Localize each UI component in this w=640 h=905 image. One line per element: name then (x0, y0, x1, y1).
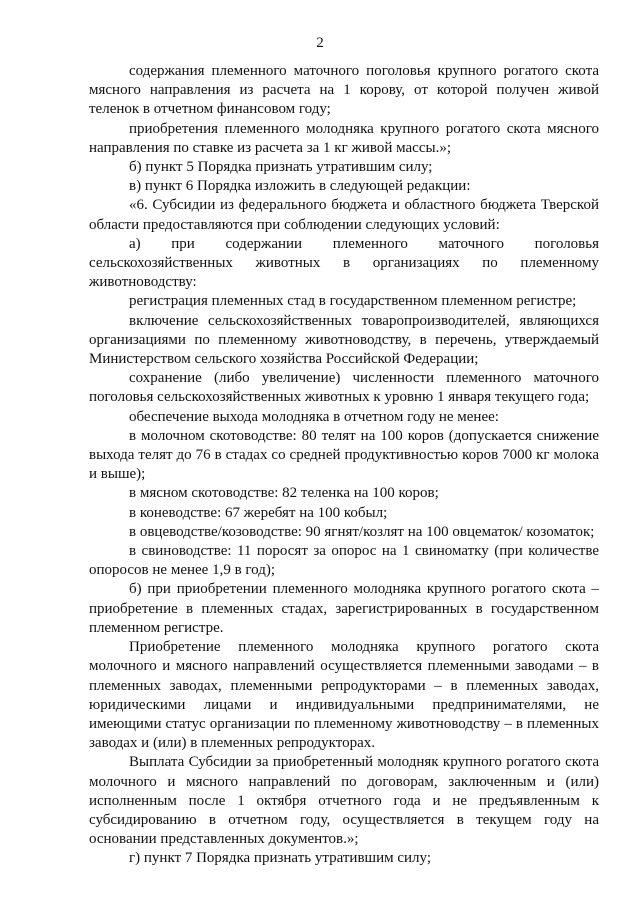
paragraph: обеспечение выхода молодняка в отчетном году не менее: (129, 408, 499, 425)
paragraph: б) при приобретении племенного молодняка крупного рогатого скота – приобретение в племенных стадах, зарегистрированных в государственном племенном регистре. (89, 581, 599, 636)
paragraph: в коневодстве: 67 жеребят на 100 кобыл; (129, 504, 388, 521)
paragraph: регистрация племенных стад в государственном племенном регистре; (129, 293, 577, 310)
paragraph: «6. Субсидии из федерального бюджета и областного бюджета Тверской области предоставляются при соблюдении следующих условий: (89, 197, 599, 233)
paragraph: в свиноводстве: 11 поросят за опорос на 1 свиноматку (при количестве опоросов не менее 1,9 в год); (89, 543, 599, 579)
paragraph: в молочном скотоводстве: 80 телят на 100 коров (допускается снижение выхода телят до 76 в стадах со средней продуктивностью коров 7000 кг молока и выше); (89, 427, 599, 483)
paragraph: содержания племенного маточного поголовья крупного рогатого скота мясного направления из расчета на 1 корову, от которой получен живой теленок в отчетном финансовом году; (89, 63, 599, 118)
paragraph: г) пункт 7 Порядка признать утратившим силу; (129, 850, 431, 867)
paragraph: Выплата Субсидии за приобретенный молодняк крупного рогатого скота молочного и мясного направлений по договорам, заключенным и (или) исполненным после 1 октября отчетного года и не предъявленным к субсидированию в отчетном году, осуществляется в текущем году на основании представленных документов.»; (89, 754, 599, 848)
paragraph: приобретения племенного молодняка крупного рогатого скота мясного направления по ставке из расчета за 1 кг живой массы.»; (89, 120, 599, 156)
paragraph: включение сельскохозяйственных товаропроизводителей, являющихся организациями по племенному животноводству, в перечень, утверждаемый Министерством сельского хозяйства Российской Федерации; (89, 312, 599, 368)
paragraph: в овцеводстве/козоводстве: 90 ягнят/козлят на 100 овцематок/ козоматок; (129, 523, 595, 540)
paragraph: б) пункт 5 Порядка признать утратившим силу; (129, 159, 433, 176)
paragraph: в мясном скотоводстве: 82 теленка на 100 коров; (129, 485, 439, 502)
paragraph: Приобретение племенного молодняка крупного рогатого скота молочного и мясного направлений осуществляется племенными заводами – в племенных заводах, племенными репродукторами – в племенных заводах, юридическими лицами и индивидуальными предпринимателями, не имеющими статус организации по племенному животноводству – в племенных заводах и (или) в племенных репродукторах. (89, 639, 599, 752)
paragraph: сохранение (либо увеличение) численности племенного маточного поголовья сельскохозяйственных животных к уровню 1 января текущего года; (89, 370, 599, 406)
document-body (89, 62, 599, 869)
page-number: 2 (316, 35, 324, 51)
paragraph: а) при содержании племенного маточного поголовья сельскохозяйственных животных в организациях по племенному животноводству: (89, 235, 599, 291)
paragraph: в) пункт 6 Порядка изложить в следующей редакции: (129, 178, 471, 195)
